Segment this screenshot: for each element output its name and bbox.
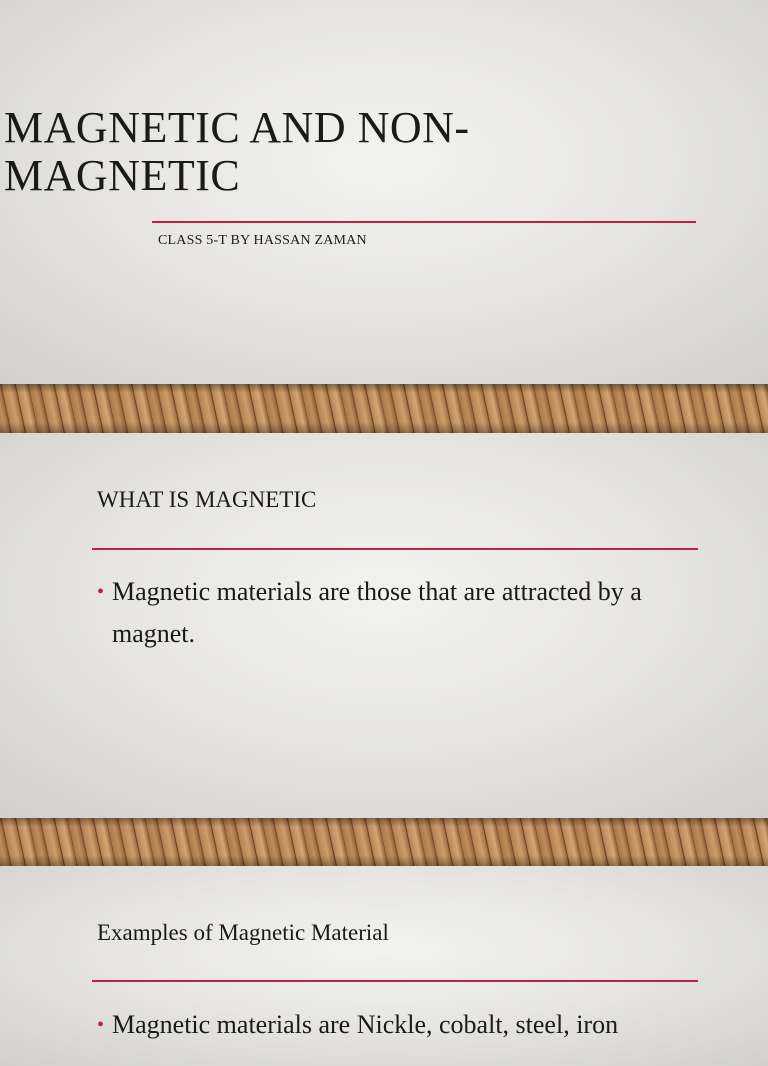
bullet-item xyxy=(97,1004,697,1046)
heading-divider xyxy=(92,548,698,550)
slide-title: MAGNETIC AND NON-MAGNETIC xyxy=(4,103,470,200)
wood-floor-divider xyxy=(0,818,768,866)
bullet-text: Magnetic materials are Nickle, cobalt, steel, iron xyxy=(112,1010,619,1039)
title-divider xyxy=(152,221,696,223)
bullet-dot-icon: • xyxy=(97,1014,105,1036)
bullet-list xyxy=(97,571,697,655)
slide-heading: WHAT IS MAGNETIC xyxy=(97,487,317,512)
content-slide xyxy=(0,433,768,818)
bullet-text: Magnetic materials are those that are attracted by a magnet. xyxy=(112,577,642,648)
slide-heading: Examples of Magnetic Material xyxy=(97,920,389,945)
slide-subtitle: CLASS 5-T BY HASSAN ZAMAN xyxy=(158,233,367,248)
bullet-list xyxy=(97,1004,697,1046)
title-slide xyxy=(0,0,768,384)
wood-floor-divider xyxy=(0,384,768,433)
bullet-item xyxy=(97,571,697,655)
bullet-dot-icon: • xyxy=(97,581,105,603)
content-slide xyxy=(0,866,768,1066)
heading-divider xyxy=(92,980,698,982)
